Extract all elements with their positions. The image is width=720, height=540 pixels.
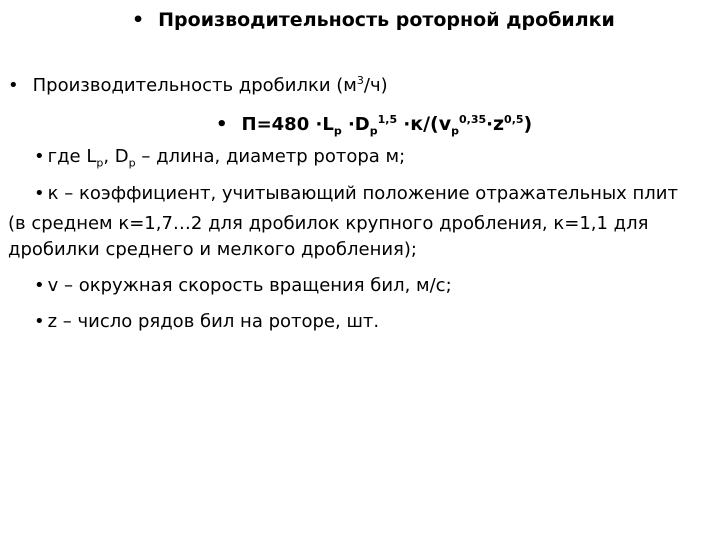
definition-l-d xyxy=(34,145,405,169)
definition-k-continued: дробилки среднего и мелкого дробления); xyxy=(8,239,417,260)
definition-text: к – коэффициент, учитывающий положение отражательных плит xyxy=(47,183,678,204)
formula-subscript: p xyxy=(333,124,342,138)
definition-v xyxy=(34,274,452,298)
bullet: • xyxy=(216,114,228,135)
bullet: • xyxy=(34,146,45,167)
definition-text: где L xyxy=(47,146,97,167)
formula-part: к/(v xyxy=(410,113,452,135)
formula-exponent: 0,35 xyxy=(459,113,487,126)
formula-part: · xyxy=(397,114,411,135)
definition-text: , D xyxy=(103,146,129,167)
slide-title xyxy=(132,8,615,32)
bullet: • xyxy=(34,275,45,296)
formula-exponent: 0,5 xyxy=(504,113,524,126)
bullet: • xyxy=(132,9,145,31)
definition-subscript: p xyxy=(96,156,104,170)
definition-k xyxy=(34,182,678,206)
definition-text: z – число рядов бил на роторе, шт. xyxy=(47,311,380,332)
definition-subscript: p xyxy=(128,156,136,170)
bullet: • xyxy=(34,183,45,204)
productivity-line xyxy=(8,74,388,98)
formula-exponent: 1,5 xyxy=(377,113,398,126)
productivity-text: Производительность дробилки (м xyxy=(32,75,357,96)
title-text: Производительность роторной дробилки xyxy=(158,9,615,31)
definition-z xyxy=(34,310,379,334)
formula-part: · xyxy=(486,114,493,135)
formula-part: ·D xyxy=(341,114,370,135)
formula-part: z xyxy=(492,113,505,135)
bullet: • xyxy=(8,75,19,96)
formula-subscript: p xyxy=(369,124,378,138)
formula-subscript: p xyxy=(451,124,459,138)
unit-tail: /ч) xyxy=(363,75,388,96)
formula-prefix: П=480 ·L xyxy=(241,114,334,135)
formula-part: ) xyxy=(523,113,533,135)
definition-k-continued: (в среднем к=1,7…2 для дробилок крупного дробления, к=1,1 для xyxy=(8,213,649,234)
definition-text: v – окружная скорость вращения бил, м/с; xyxy=(47,275,452,296)
bullet: • xyxy=(34,311,45,332)
formula-line xyxy=(216,112,532,137)
unit-superscript: 3 xyxy=(356,74,364,87)
definition-text: – длина, диаметр ротора м; xyxy=(135,146,406,167)
